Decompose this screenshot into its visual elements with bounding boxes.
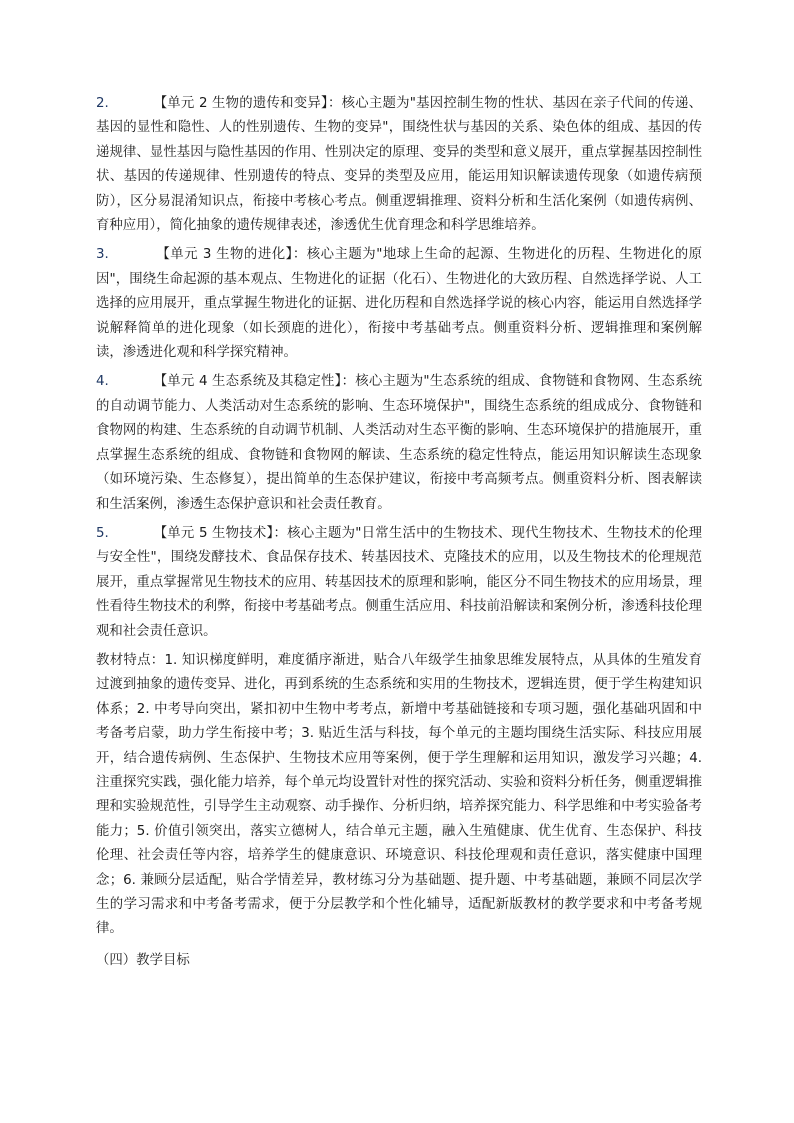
list-number: 3.	[96, 247, 109, 263]
unit-item-2	[96, 92, 702, 238]
list-number: 2.	[96, 96, 109, 111]
unit-item-3	[96, 243, 702, 365]
textbook-features-paragraph: 教材特点：1. 知识梯度鲜明，难度循序渐进，贴合八年级学生抽象思维发展特点，从具体的生殖发育过渡到抽象的遗传变异、进化，再到系统的生态系统和实用的生物技术，逻辑连贯，便于学生构建知识体系；2. 中考导向突出，紧扣初中生物中考考点，新增中考基础链接和专项习题，强化基础巩固和中考备考启蒙，助力学生衔接中考；3. 贴近生活与科技，每个单元的主题均围绕生活实际、科技应用展开，结合遗传病例、生态保护、生物技术应用等案例，便于学生理解和运用知识，激发学习兴趣；4. 注重探究实践，强化能力培养，每个单元均设置针对性的探究活动、实验和资料分析任务，侧重逻辑推理和实验规范性，引导学生主动观察、动手操作、分析归纳，培养探究能力、科学思维和中考实验备考能力；5. 价值引领突出，落实立德树人，结合单元主题，融入生殖健康、优生优育、生态保护、科技伦理、社会责任等内容，培养学生的健康意识、环境意识、科技伦理观和责任意识，落实健康中国理念；6. 兼顾分层适配，贴合学情差异，教材练习分为基础题、提升题、中考基础题，兼顾不同层次学生的学习需求和中考备考需求，便于分层教学和个性化辅导，适配新版教材的教学要求和中考备考规律。	[96, 652, 702, 937]
unit-item-4	[96, 370, 702, 516]
unit-text: 【单元 5 生物技术】：核心主题为"日常生活中的生物技术、现代生物技术、生物技术的伦理与安全性"，围绕发酵技术、食品保存技术、转基因技术、克隆技术的应用，以及生物技术的伦理规范展开，重点掌握常见生物技术的应用、转基因技术的原理和影响，能区分不同生物技术的应用场景，理性看待生物技术的利弊，衔接中考基础考点。侧重生活应用、科技前沿解读和案例分析，渗透科技伦理观和社会责任意识。	[96, 525, 702, 639]
unit-text: 【单元 4 生态系统及其稳定性】：核心主题为"生态系统的组成、食物链和食物网、生态系统的自动调节能力、人类活动对生态系统的影响、生态环境保护"，围绕生态系统的组成成分、食物链和食物网的构建、生态系统的自动调节机制、人类活动对生态平衡的影响、生态环境保护的措施展开，重点掌握生态系统的组成、食物链和食物网的解读、生态系统的稳定性特点，能运用知识解读生态现象（如环境污染、生态修复），提出简单的生态保护建议，衔接中考高频考点。侧重资料分析、图表解读和生活案例，渗透生态保护意识和社会责任教育。	[96, 374, 702, 512]
unit-text: 【单元 3 生物的进化】：核心主题为"地球上生命的起源、生物进化的历程、生物进化的原因"，围绕生命起源的基本观点、生物进化的证据（化石）、生物进化的大致历程、自然选择学说、人工选择的应用展开，重点掌握生物进化的证据、进化历程和自然选择学说的核心内容，能运用自然选择学说解释简单的进化现象（如长颈鹿的进化），衔接中考基础考点。侧重资料分析、逻辑推理和案例解读，渗透进化观和科学探究精神。	[96, 247, 702, 361]
list-number: 5.	[96, 525, 109, 541]
section-heading: （四）教学目标	[96, 952, 190, 968]
unit-text: 【单元 2 生物的遗传和变异】：核心主题为"基因控制生物的性状、基因在亲子代间的传递、基因的显性和隐性、人的性别遗传、生物的变异"，围绕性状与基因的关系、染色体的组成、基因的传递规律、显性基因与隐性基因的作用、性别决定的原理、变异的类型和意义展开，重点掌握基因控制性状、基因的传递规律、性别遗传的特点、变异的类型及应用，能运用知识解读遗传现象（如遗传病预防），区分易混淆知识点，衔接中考核心考点。侧重逻辑推理、资料分析和生活化案例（如遗传病例、育种应用），简化抽象的遗传规律表述，渗透优生优育理念和科学思维培养。	[96, 96, 702, 234]
list-number: 4.	[96, 374, 109, 390]
unit-item-5	[96, 522, 702, 644]
document-page	[96, 92, 702, 973]
